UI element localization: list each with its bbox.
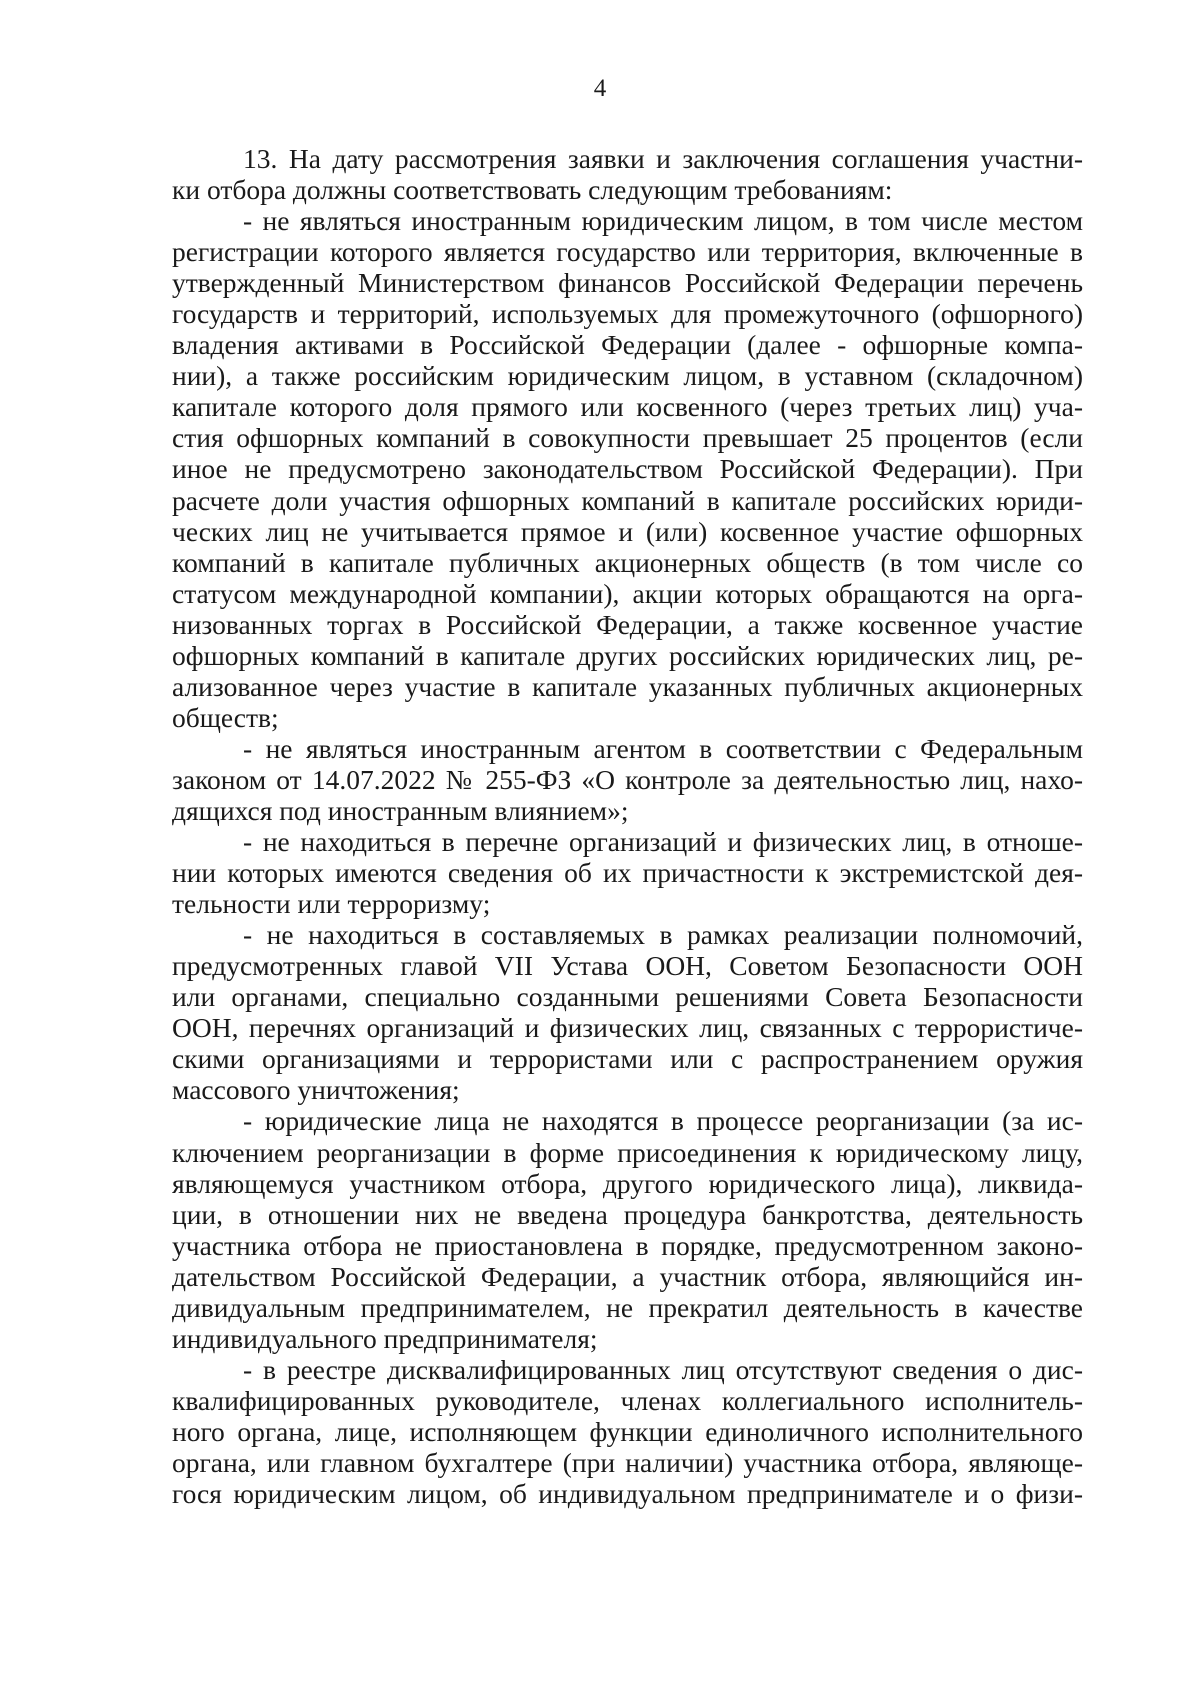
text-line: или органами, специально созданными решениями Совета Безопасности [172,981,1083,1013]
text-line: - не находиться в перечне организаций и физических лиц, в отноше- [243,826,1083,858]
text-line: - не являться иностранным юридическим лицом, в том числе местом [243,205,1083,237]
text-line: иное не предусмотрено законодательством Российской Федерации). При [172,453,1083,485]
text-line: 13. На дату рассмотрения заявки и заключения соглашения участни- [243,143,1083,174]
text-line: государств и территорий, используемых для промежуточного (офшорного) [172,298,1083,330]
text-line: являющемуся участником отбора, другого юридического лица), ликвида- [172,1167,1083,1199]
text-line: владения активами в Российской Федерации (далее - офшорные компа- [172,329,1083,361]
text-line: расчете доли участия офшорных компаний в капитале российских юриди- [172,484,1083,516]
text-line: утвержденный Министерством финансов Российской Федерации перечень [172,267,1083,299]
text-line: - в реестре дисквалифицированных лиц отсутствуют сведения о дис- [243,1353,1083,1385]
page-number: 4 [593,75,607,102]
text-line: скими организациями и террористами или с распространением оружия [172,1043,1083,1075]
text-line: ции, в отношении них не введена процедура банкротства, деятельность [172,1198,1083,1230]
text-line: дательством Российской Федерации, а участник отбора, являющийся ин- [172,1260,1083,1292]
text-line: ки отбора должны соответствовать следующим требованиям: [172,174,893,206]
text-line: нии которых имеются сведения об их причастности к экстремистской дея- [172,857,1083,889]
text-line: офшорных компаний в капитале других российских юридических лиц, ре- [172,639,1083,671]
text-line: - юридические лица не находятся в процессе реорганизации (за ис- [243,1105,1083,1137]
text-line: ООН, перечнях организаций и физических лиц, связанных с террористиче- [172,1012,1083,1044]
text-line: ализованное через участие в капитале указанных публичных акционерных [172,670,1083,702]
text-line: дящихся под иностранным влиянием»; [172,794,629,826]
text-line: предусмотренных главой VII Устава ООН, Советом Безопасности ООН [172,950,1083,982]
text-line: гося юридическим лицом, об индивидуальном предпринимателе и о физи- [172,1478,1083,1510]
text-line: массового уничтожения; [172,1074,460,1106]
text-line: капитале которого доля прямого или косвенного (через третьих лиц) уча- [172,391,1083,423]
text-line: тельности или терроризму; [172,888,491,920]
text-line: нии), а также российским юридическим лицом, в уставном (складочном) [172,360,1083,392]
text-line: - не находиться в составляемых в рамках реализации полномочий, [243,919,1083,951]
text-line: регистрации которого является государство или территория, включенные в [172,236,1083,268]
document-body [172,143,1083,1509]
text-line: статусом международной компании), акции которых обращаются на орга- [172,577,1083,609]
text-line: ческих лиц не учитывается прямое и (или) косвенное участие офшорных [172,515,1083,547]
text-line: стия офшорных компаний в совокупности превышает 25 процентов (если [172,422,1083,454]
text-line: органа, или главном бухгалтере (при наличии) участника отбора, являюще- [172,1446,1083,1478]
text-line: ного органа, лице, исполняющем функции единоличного исполнительного [172,1415,1083,1447]
text-line: квалифицированных руководителе, членах коллегиального исполнитель- [172,1384,1083,1416]
text-line: дивидуальным предпринимателем, не прекратил деятельность в качестве [172,1291,1083,1323]
text-line: компаний в капитале публичных акционерных обществ (в том числе со [172,546,1083,578]
text-line: законом от 14.07.2022 № 255-ФЗ «О контроле за деятельностью лиц, нахо- [172,763,1083,795]
text-line: низованных торгах в Российской Федерации, а также косвенное участие [172,608,1083,640]
text-line: - не являться иностранным агентом в соответствии с Федеральным [243,732,1083,764]
text-line: обществ; [172,701,279,733]
text-line: участника отбора не приостановлена в порядке, предусмотренном законо- [172,1229,1083,1261]
text-line: ключением реорганизации в форме присоединения к юридическому лицу, [172,1136,1083,1168]
text-line: индивидуального предпринимателя; [172,1322,598,1354]
